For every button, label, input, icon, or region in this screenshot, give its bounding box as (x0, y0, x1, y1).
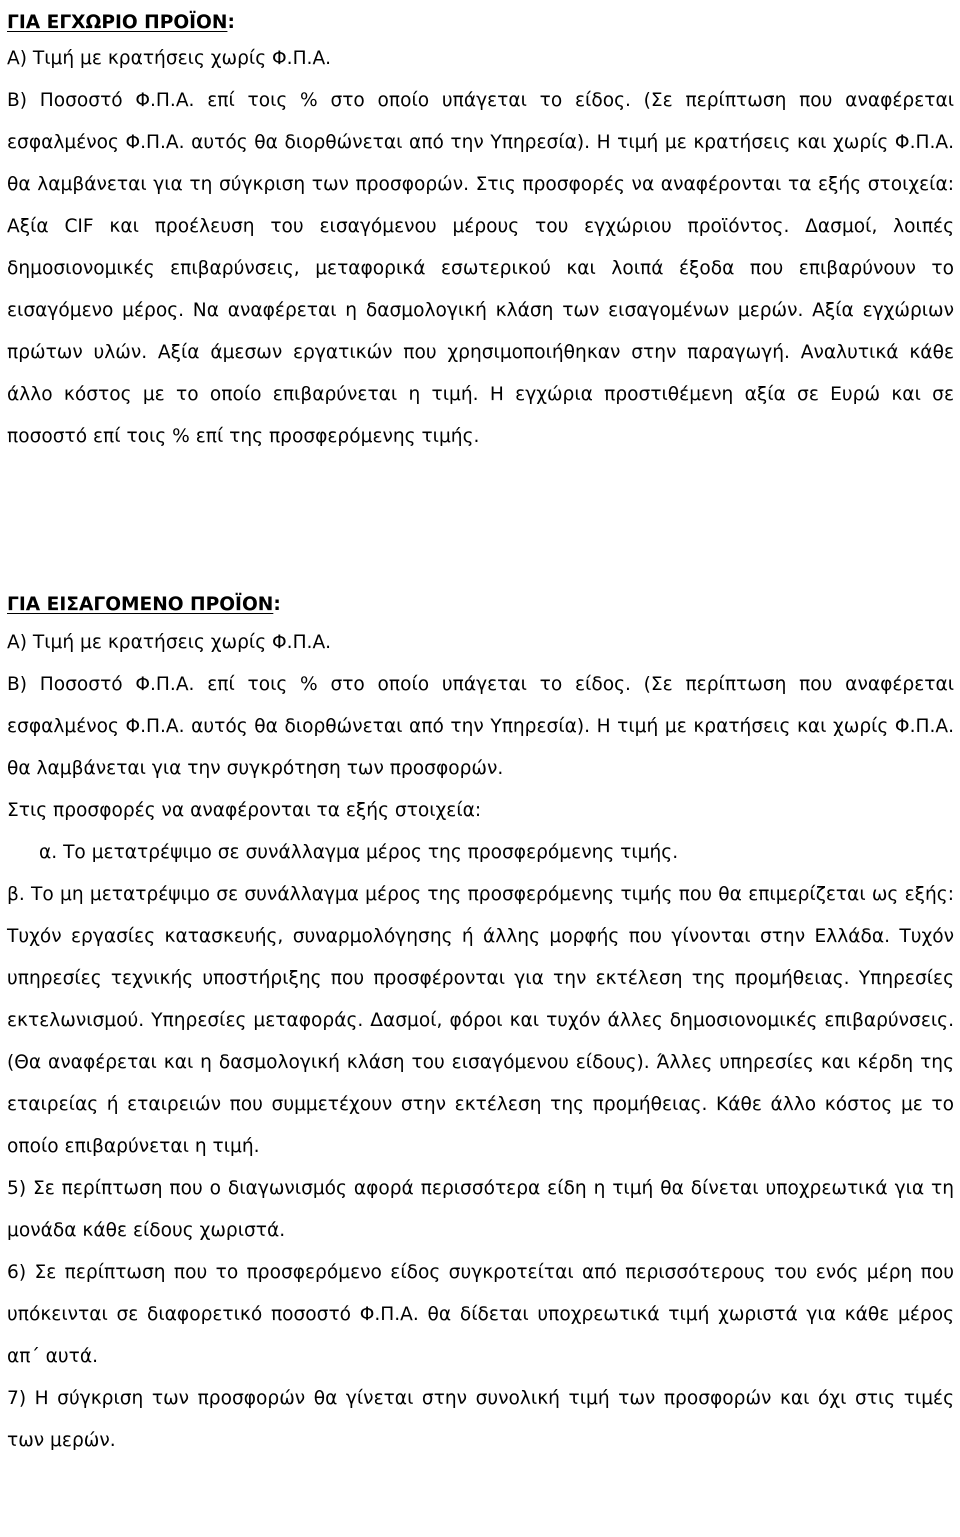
imported-item-b: Β) Ποσοστό Φ.Π.Α. επί τοις % στο οποίο υπάγεται το είδος. (Σε περίπτωση που αναφέρεται εσφαλμένος Φ.Π.Α. αυτός θα διορθώνεται από την Υπηρεσία). Η τιμή με κρατήσεις και χωρίς Φ.Π.Α. θα λαμβάνεται για την συγκρότηση των προσφορών. (7, 674, 954, 779)
point-7: 7) Η σύγκριση των προσφορών θα γίνεται στην συνολική τιμή των προσφορών και όχι στις τιμές των μερών. (7, 1388, 954, 1451)
section-heading-local-text: ΓΙΑ ΕΓΧΩΡΙΟ ΠΡΟΪΟΝ (7, 12, 228, 33)
local-item-a: Α) Τιμή με κρατήσεις χωρίς Φ.Π.Α. (7, 48, 332, 69)
imported-elements-intro: Στις προσφορές να αναφέρονται τα εξής στοιχεία: (7, 800, 482, 821)
section-heading-local-colon: : (227, 12, 235, 33)
imported-element-b: β. Το μη μετατρέψιμο σε συνάλλαγμα μέρος της προσφερόμενης τιμής που θα επιμερίζεται ως εξής: Τυχόν εργασίες κατασκευής, συναρμολόγησης ή άλλης μορφής που γίνονται στην Ελλάδα. Τυχόν υπηρεσίες τεχνικής υποστήριξης που προσφέρονται για την εκτέλεση της προμήθειας. Υπηρεσίες εκτελωνισμού. Υπηρεσίες μεταφοράς. Δασμοί, φόροι και τυχόν άλλες δημοσιονομικές επιβαρύνσεις. (Θα αναφέρεται και η δασμολογική κλάση του εισαγόμενου είδους). Άλλες υπηρεσίες και κέρδη της εταιρείας ή εταιρειών που συμμετέχουν στην εκτέλεση της προμήθειας. Κάθε άλλο κόστος με το οποίο επιβαρύνεται η τιμή. (7, 884, 954, 1157)
point-5: 5) Σε περίπτωση που ο διαγωνισμός αφορά περισσότερα είδη η τιμή θα δίνεται υποχρεωτικά για τη μονάδα κάθε είδους χωριστά. (7, 1178, 954, 1241)
section-heading-imported-product (7, 584, 281, 626)
section-heading-imported-text: ΓΙΑ ΕΙΣΑΓΟΜΕΝΟ ΠΡΟΪΟΝ (7, 594, 274, 615)
point-6: 6) Σε περίπτωση που το προσφερόμενο είδος συγκροτείται από περισσότερους του ενός μέρη που υπόκεινται σε διαφορετικό ποσοστό Φ.Π.Α. θα δίδεται υποχρεωτικά τιμή χωριστά για κάθε μέρος απ΄ αυτά. (7, 1262, 954, 1367)
imported-item-a: Α) Τιμή με κρατήσεις χωρίς Φ.Π.Α. (7, 632, 332, 653)
section-imported-product (7, 622, 954, 1462)
imported-element-a: α. Το μετατρέψιμο σε συνάλλαγμα μέρος της προσφερόμενης τιμής. (39, 842, 679, 863)
section-local-product (7, 38, 954, 458)
section-heading-imported-colon: : (273, 594, 281, 615)
local-item-b: Β) Ποσοστό Φ.Π.Α. επί τοις % στο οποίο υπάγεται το είδος. (Σε περίπτωση που αναφέρεται εσφαλμένος Φ.Π.Α. αυτός θα διορθώνεται από την Υπηρεσία). Η τιμή με κρατήσεις και χωρίς Φ.Π.Α. θα λαμβάνεται για τη σύγκριση των προσφορών. Στις προσφορές να αναφέρονται τα εξής στοιχεία: Αξία CIF και προέλευση του εισαγόμενου μέρους του εγχώριου προϊόντος. Δασμοί, λοιπές δημοσιονομικές επιβαρύνσεις, μεταφορικά εσωτερικού και λοιπά έξοδα που επιβαρύνουν το εισαγόμενο μέρος. Να αναφέρεται η δασμολογική κλάση των εισαγομένων μερών. Αξία εγχώριων πρώτων υλών. Αξία άμεσων εργατικών που χρησιμοποιήθηκαν στην παραγωγή. Αναλυτικά κάθε άλλο κόστος με το οποίο επιβαρύνεται η τιμή. Η εγχώρια προστιθέμενη αξία σε Ευρώ και σε ποσοστό επί τοις % επί της προσφερόμενης τιμής. (7, 90, 954, 447)
